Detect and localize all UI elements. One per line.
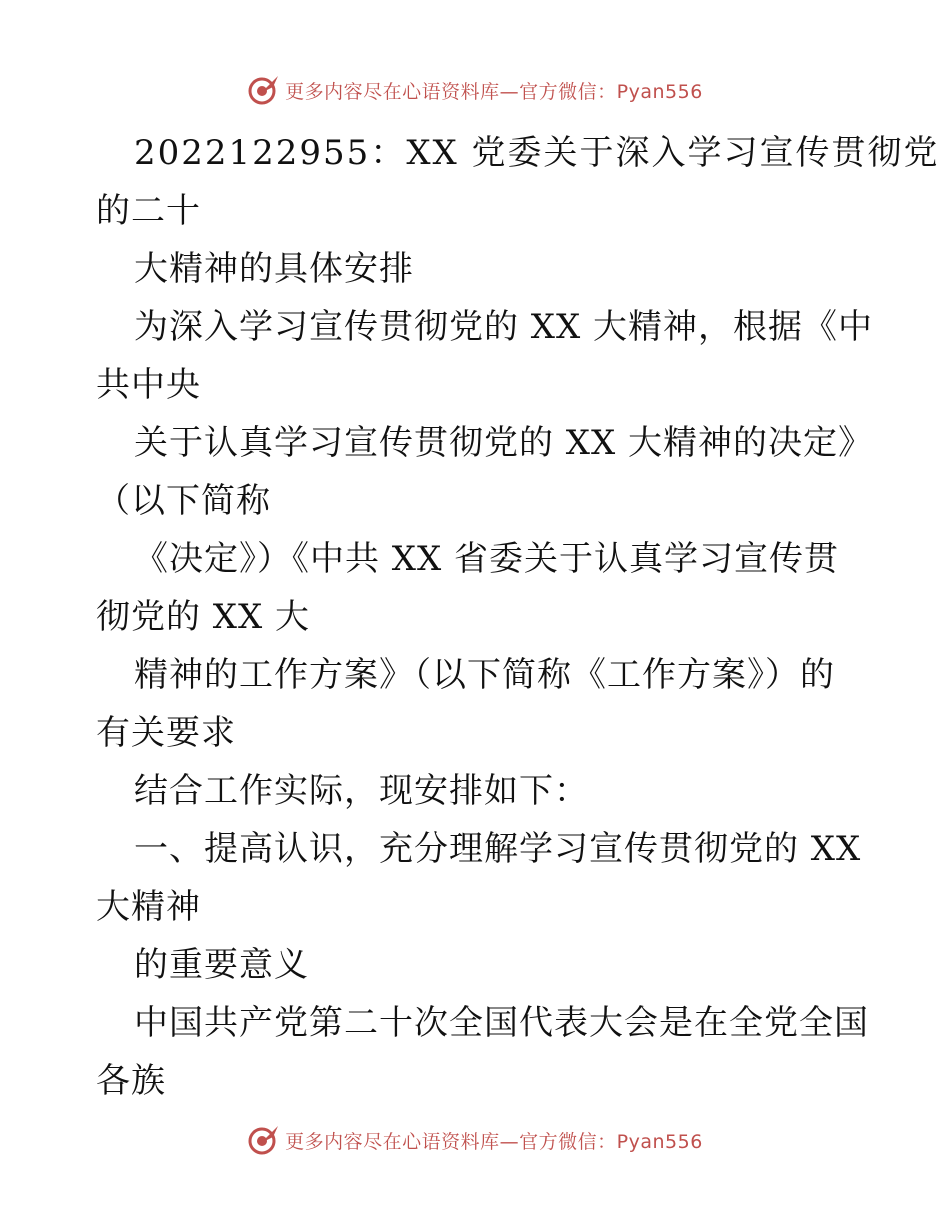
text-line: 各族 — [96, 1061, 166, 1101]
text-line: 一、提高认识，充分理解学习宣传贯彻党的 XX — [134, 829, 862, 869]
text-line: 结合工作实际，现安排如下： — [134, 771, 589, 811]
text-line: 2022122955：XX 党委关于深入学习宣传贯彻党 — [134, 133, 940, 173]
text-line: 的二十 — [96, 191, 201, 231]
footer-watermark-text: 更多内容尽在心语资料库—官方微信：Pyan556 — [285, 1130, 703, 1153]
text-line: 中国共产党第二十次全国代表大会是在全党全国 — [134, 1003, 869, 1043]
text-line: 关于认真学习宣传贯彻党的 XX 大精神的决定》 — [134, 423, 874, 463]
text-line: 《决定》）《中共 XX 省委关于认真学习宣传贯 — [134, 539, 840, 579]
text-line: 大精神 — [96, 887, 201, 927]
text-line: 有关要求 — [96, 713, 236, 753]
quill-logo-icon — [247, 73, 281, 107]
text-line: （以下简称 — [96, 481, 271, 521]
text-line: 精神的工作方案》（以下简称《工作方案》）的 — [134, 655, 835, 695]
header-watermark-text: 更多内容尽在心语资料库—官方微信：Pyan556 — [285, 80, 703, 103]
quill-logo-icon — [247, 1123, 281, 1157]
document-body — [96, 124, 940, 1110]
text-line: 的重要意义 — [134, 945, 309, 985]
text-line: 为深入学习宣传贯彻党的 XX 大精神，根据《中 — [134, 307, 874, 347]
text-line: 共中央 — [96, 365, 201, 405]
header-watermark — [0, 70, 950, 110]
text-line: 大精神的具体安排 — [134, 249, 414, 289]
text-line: 彻党的 XX 大 — [96, 597, 311, 637]
footer-watermark — [0, 1120, 950, 1160]
